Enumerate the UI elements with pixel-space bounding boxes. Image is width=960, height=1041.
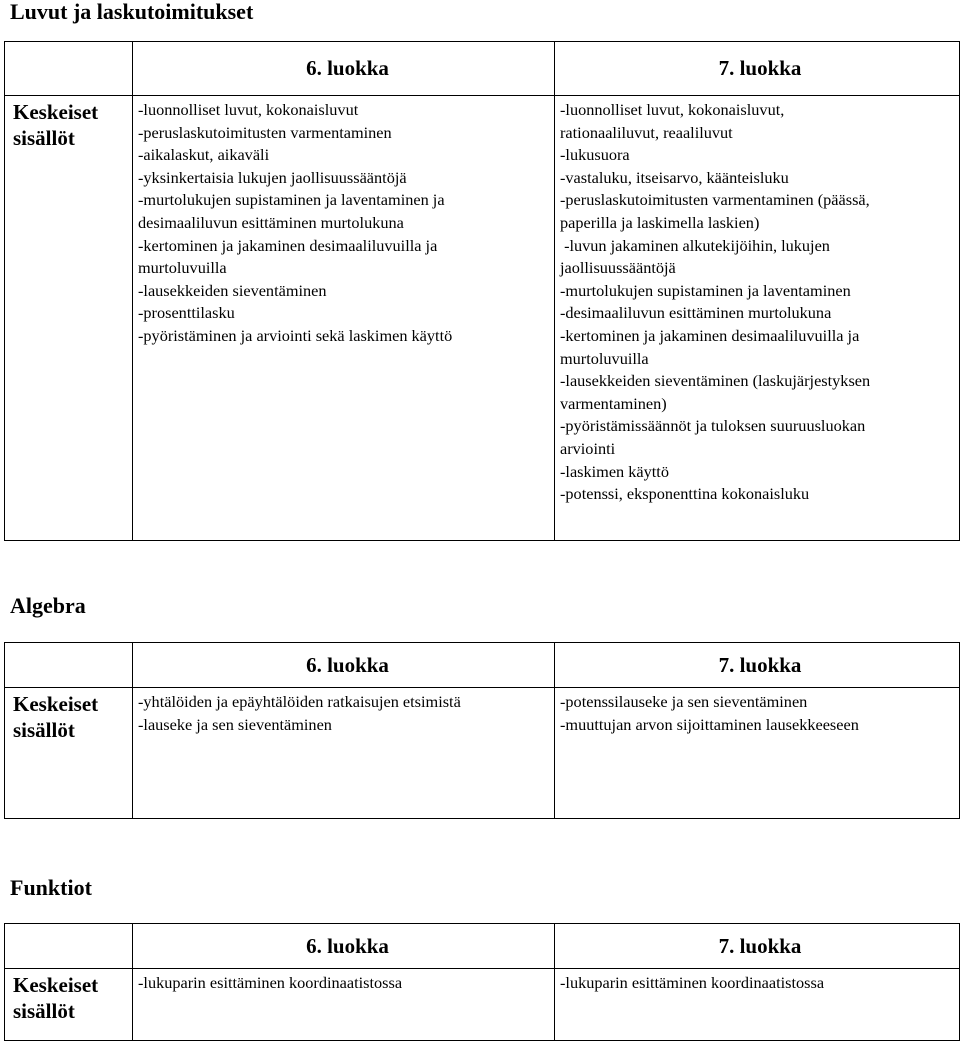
grade-6-header: 6. luokka: [133, 643, 555, 688]
header-corner-cell: [5, 924, 133, 969]
list-item: -aikalaskut, aikaväli: [138, 145, 270, 165]
list-item: -murtolukujen supistaminen ja laventaminen ja: [138, 190, 445, 210]
list-item: -lauseke ja sen sieventäminen: [138, 714, 332, 734]
list-item: arviointi: [560, 438, 616, 458]
curriculum-table: [4, 923, 960, 1041]
list-item: -desimaaliluvun esittäminen murtolukuna: [560, 303, 832, 323]
grade-6-content-cell: [133, 688, 555, 819]
header-corner-cell: [5, 643, 133, 688]
header-corner-cell: [5, 42, 133, 96]
list-item: -prosenttilasku: [138, 303, 235, 323]
curriculum-table: [4, 41, 960, 541]
list-item: -lukuparin esittäminen koordinaatistossa: [560, 973, 825, 992]
grade-6-header: 6. luokka: [133, 42, 555, 96]
list-item: -lukusuora: [560, 145, 630, 165]
list-item: -pyöristäminen ja arviointi sekä laskimen käyttö: [138, 325, 453, 345]
list-item: -luvun jakaminen alkutekijöihin, lukujen: [560, 235, 830, 255]
grade-7-header: 7. luokka: [555, 643, 960, 688]
list-item: -potenssi, eksponenttina kokonaisluku: [560, 484, 810, 504]
list-item: -muuttujan arvon sijoittaminen lausekkeeseen: [560, 714, 859, 734]
grade-7-content-cell: [555, 688, 960, 819]
grade-7-content-cell: [555, 969, 960, 1041]
section-title: Algebra: [10, 593, 86, 618]
list-item: -peruslaskutoimitusten varmentaminen: [138, 122, 392, 142]
grade-7-header: 7. luokka: [555, 924, 960, 969]
list-item: -yksinkertaisia lukujen jaollisuussääntöjä: [138, 167, 407, 187]
list-item: -luonnolliset luvut, kokonaisluvut: [138, 100, 359, 119]
list-item: -lukuparin esittäminen koordinaatistossa: [138, 973, 403, 992]
list-item: desimaaliluvun esittäminen murtolukuna: [138, 212, 404, 232]
list-item: -potenssilauseke ja sen sieventäminen: [560, 692, 808, 711]
list-item: -vastaluku, itseisarvo, käänteisluku: [560, 167, 789, 187]
list-item: -pyöristämissäännöt ja tuloksen suuruusluokan: [560, 416, 866, 436]
list-item: -kertominen ja jakaminen desimaaliluvuilla ja: [138, 235, 438, 255]
list-item: -murtolukujen supistaminen ja laventaminen: [560, 280, 851, 300]
list-item: jaollisuussääntöjä: [560, 258, 676, 278]
list-item: -yhtälöiden ja epäyhtälöiden ratkaisujen etsimistä: [138, 692, 461, 711]
list-item: -lausekkeiden sieventäminen (laskujärjestyksen: [560, 371, 871, 391]
list-item: -luonnolliset luvut, kokonaisluvut,: [560, 100, 785, 119]
curriculum-table: [4, 642, 960, 819]
row-label: Keskeiset sisällöt: [5, 969, 133, 1041]
list-item: murtoluvuilla: [560, 348, 649, 368]
grade-6-content-cell: [133, 969, 555, 1041]
section-title: Funktiot: [10, 875, 92, 900]
grade-7-content-cell: [555, 96, 960, 541]
list-item: murtoluvuilla: [138, 258, 227, 278]
row-label: Keskeiset sisällöt: [5, 96, 133, 541]
list-item: paperilla ja laskimella laskien): [560, 212, 760, 232]
row-label: Keskeiset sisällöt: [5, 688, 133, 819]
list-item: varmentaminen): [560, 393, 667, 413]
grade-6-header: 6. luokka: [133, 924, 555, 969]
list-item: -laskimen käyttö: [560, 461, 669, 481]
list-item: rationaaliluvut, reaaliluvut: [560, 122, 733, 142]
section-title: Luvut ja laskutoimitukset: [10, 0, 254, 24]
grade-7-header: 7. luokka: [555, 42, 960, 96]
list-item: -peruslaskutoimitusten varmentaminen (päässä,: [560, 190, 870, 210]
list-item: -lausekkeiden sieventäminen: [138, 280, 327, 300]
list-item: -kertominen ja jakaminen desimaaliluvuilla ja: [560, 325, 860, 345]
grade-6-content-cell: [133, 96, 555, 541]
